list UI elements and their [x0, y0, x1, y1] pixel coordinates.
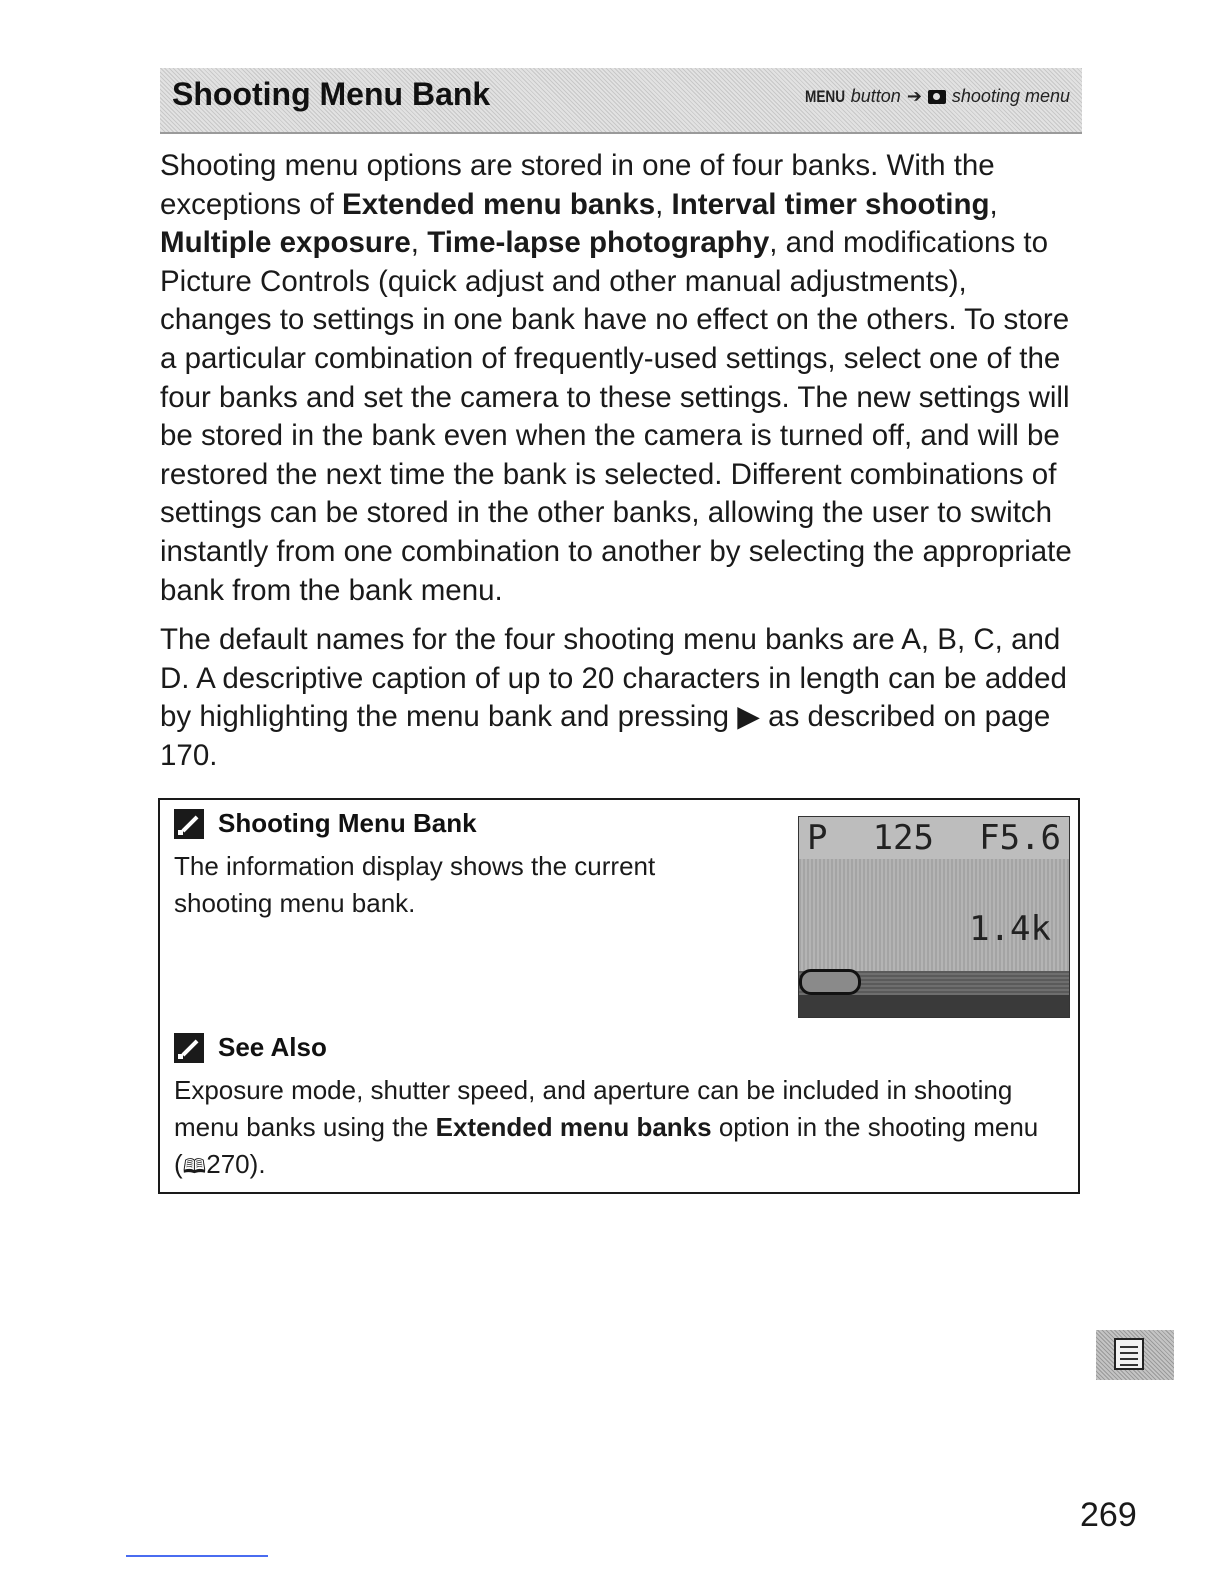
page-reference[interactable]: 270	[206, 1149, 250, 1179]
menu-guide-icon	[1114, 1338, 1144, 1370]
text-run: , and modifications to Picture Controls (quick adjust and other manual adjustments), changes to settings in one bank have no effect on the others. To store a particular combination of frequently-used settings, select one of the four banks and set the camera to these settings. The new settings will be stored in the bank even when the camera is turned off, and will be restored the next time the bank is selected. Different combinations of settings can be stored in the other banks, allowing the user to switch instantly from one combination to another by selecting the appropriate bank from the bank menu.	[160, 226, 1072, 607]
text-run: The default names for the four shooting menu banks are A, B, C, and D. A descriptive caption of up to 20 characters in length can be added by highlighting the menu bank and pressing	[160, 623, 1067, 734]
lcd-frame-count: 1.4k	[969, 909, 1051, 949]
bold-term: Extended menu banks	[435, 1112, 712, 1142]
bold-term: Interval timer shooting	[671, 187, 990, 221]
bold-term: Time-lapse photography	[427, 226, 770, 260]
text-run: ,	[655, 187, 672, 221]
section-title: Shooting Menu Bank	[172, 76, 491, 112]
note-title: See Also	[218, 1032, 327, 1062]
text-run: as described on page 170.	[160, 700, 1051, 772]
text-run: Shooting menu options are stored in one of four banks. With the exceptions of	[160, 149, 995, 221]
text-run: ,	[410, 226, 428, 260]
text-run: option in the shooting menu (	[174, 1112, 1039, 1179]
section-tab	[1096, 1330, 1174, 1380]
menu-button-label: MENU	[804, 86, 845, 106]
note-heading-shooting-menu-bank	[174, 808, 477, 839]
section-header-bar	[160, 68, 1082, 134]
pencil-note-icon	[174, 809, 204, 839]
body-paragraph-1	[160, 147, 1080, 610]
pencil-note-icon	[174, 1033, 204, 1063]
arrow-right-icon: ➔	[906, 86, 922, 106]
lcd-top-row	[799, 817, 1069, 859]
lcd-shutter: 125	[872, 818, 934, 858]
camera-icon	[928, 90, 946, 104]
book-icon: 🕮	[182, 1156, 207, 1178]
note-title: Shooting Menu Bank	[218, 808, 477, 838]
text-run: Exposure mode, shutter speed, and aperture can be included in shooting menu banks using the	[174, 1075, 1013, 1142]
lcd-mode: P	[807, 818, 828, 858]
note-text-2	[174, 1072, 1064, 1186]
footer-rule	[126, 1555, 268, 1557]
information-display-illustration	[798, 816, 1070, 1018]
menu-name: shooting menu	[951, 86, 1070, 106]
note-text-1: The information display shows the current shooting menu bank.	[174, 851, 656, 918]
menu-path	[795, 86, 1070, 107]
body-paragraph-2	[160, 621, 1080, 775]
text-run: ,	[989, 187, 998, 221]
menu-button-word: button	[850, 86, 901, 106]
lcd-bottom-strip	[799, 995, 1069, 1017]
bold-term: Multiple exposure	[160, 226, 411, 260]
text-run: ).	[249, 1149, 266, 1179]
lcd-bank-highlight	[799, 969, 861, 995]
page-number: 269	[1080, 1496, 1137, 1534]
note-heading-see-also	[174, 1032, 327, 1063]
note-box	[158, 798, 1080, 1194]
multi-selector-right-icon: ▶	[737, 700, 760, 734]
bold-term: Extended menu banks	[342, 187, 656, 221]
lcd-aperture: F5.6	[979, 818, 1061, 858]
